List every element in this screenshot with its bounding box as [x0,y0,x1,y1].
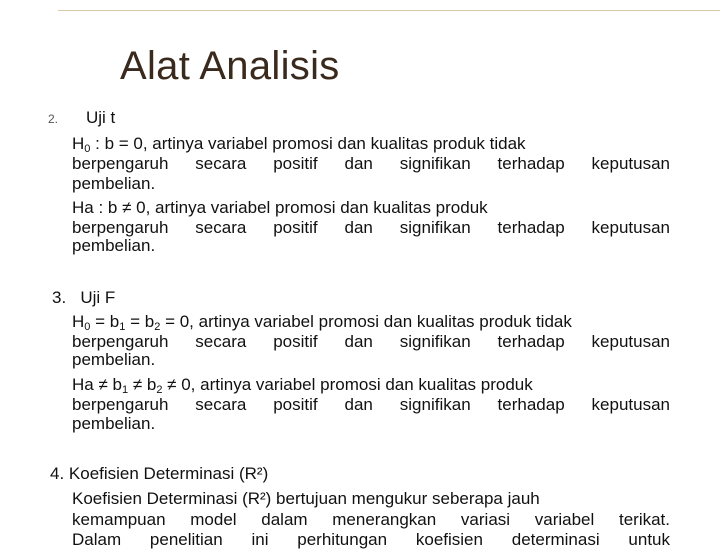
section-2-ha-line3: pembelian. [72,236,156,255]
section-2-heading: Uji t [86,108,116,127]
section-3-heading: 3. Uji F [52,288,116,307]
section-2-number: 2. [48,112,59,126]
section-4-heading: 4. Koefisien Determinasi (R²) [50,464,269,483]
section-2-h0-line3: pembelian. [72,174,156,193]
section-2-ha-line2: berpengaruh secara positif dan signifikan terhadap keputusan [72,218,670,237]
section-3-h0: $H_0 = b_1 = b_2 = 0$, artinya variabel promosi dan kualitas produk tidak [72,312,572,333]
section-2-h0-line2: berpengaruh secara positif dan signifikan terhadap keputusan [72,154,670,173]
section-3-h0-line2: berpengaruh secara positif dan signifikan terhadap keputusan [72,332,670,351]
section-3-ha: $Ha \ne b_1 \ne b_2 \ne 0$, artinya variabel promosi dan kualitas produk [72,375,533,396]
section-4-line2: kemampuan model dalam menerangkan variasi variabel terikat. [72,510,670,529]
section-3-ha-line2: berpengaruh secara positif dan signifikan terhadap keputusan [72,395,670,414]
slide-top-border [58,0,720,11]
section-4-line3: Dalam penelitian ini perhitungan koefisien determinasi untuk [72,530,670,549]
section-3-h0-line3: pembelian. [72,350,156,369]
section-4-line1: Koefisien Determinasi (R²) bertujuan mengukur seberapa jauh [72,489,540,508]
slide-title: Alat Analisis [120,44,340,88]
section-2-h0: $H_0$ : b = 0, artinya variabel promosi dan kualitas produk tidak [72,134,526,155]
section-2-ha: Ha : b ≠ 0, artinya variabel promosi dan kualitas produk [72,198,488,217]
section-3-ha-line3: pembelian. [72,414,156,433]
